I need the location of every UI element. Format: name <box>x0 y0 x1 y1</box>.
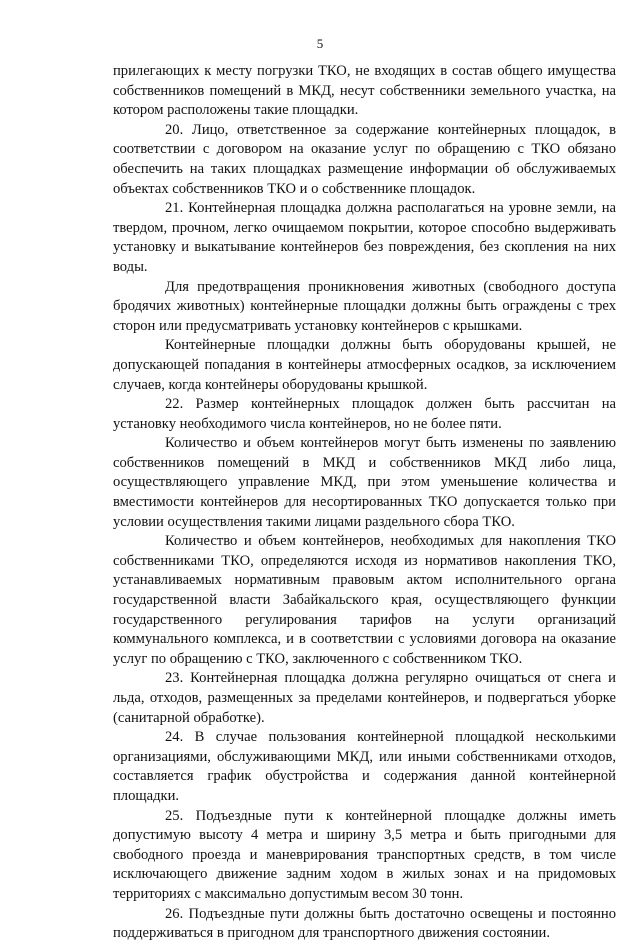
paragraph-item-22: 22. Размер контейнерных площадок должен быть рассчитан на установку необходимого числа контейнеров, но не более пяти. <box>113 396 616 432</box>
paragraph-item-20: 20. Лицо, ответственное за содержание контейнерных площадок, в соответствии с договором на оказание услуг по обращению с ТКО обязано обеспечить на таких площадках размещение информации об обслуживаемых объектах собственников ТКО и о собственнике площадок. <box>113 121 616 197</box>
paragraph-fencing: Для предотвращения проникновения животных (свободного доступа бродячих животных) контейнерные площадки должны быть ограждены с трех сторон или предусматривать установку контейнеров с крышками. <box>113 278 616 334</box>
paragraph-continuation: прилегающих к месту погрузки ТКО, не входящих в состав общего имущества собственников помещений в МКД, несут собственники земельного участка, на котором расположены такие площадки. <box>113 63 616 119</box>
paragraph-item-21: 21. Контейнерная площадка должна располагаться на уровне земли, на твердом, прочном, легко очищаемом покрытии, которое способно выдерживать установку и выкатывание контейнеров без повреждения, без скопления на них воды. <box>113 200 616 275</box>
paragraph-item-25: 25. Подъездные пути к контейнерной площадке должны иметь допустимую высоту 4 метра и ширину 3,5 метра и быть пригодными для свободного проезда и маневрирования транспортных средств, в том числе исключающего движение задним ходом в жилых зонах и на придомовых территориях с максимально допустимым весом 30 тонн. <box>113 807 616 902</box>
paragraph-item-24: 24. В случае пользования контейнерной площадкой несколькими организациями, обслуживающими МКД, или иными собственниками отходов, составляется график обустройства и содержания данной контейнерной площадки. <box>113 729 616 804</box>
paragraph-roof: Контейнерные площадки должны быть оборудованы крышей, не допускающей попадания в контейнеры атмосферных осадков, за исключением случаев, когда контейнеры оборудованы крышкой. <box>113 337 616 393</box>
paragraph-container-volume: Количество и объем контейнеров, необходимых для накопления ТКО собственниками ТКО, определяются исходя из нормативов накопления ТКО, устанавливаемых нормативным правовым актом исполнительного органа государственной власти Забайкальского края, осуществляющего функции государственного регулирования тарифов на услуги организаций коммунального комплекса, и в соответствии с условиями договора на оказание услуг по обращению с ТКО, заключенного с собственником ТКО. <box>113 533 616 667</box>
document-body <box>113 62 616 944</box>
paragraph-container-change: Количество и объем контейнеров могут быть изменены по заявлению собственников помещений в МКД и собственников МКД либо лица, осуществляющего управление МКД, при этом уменьшение количества и вместимости контейнеров для несортированных ТКО допускается только при условии осуществления такими лицами раздельного сбора ТКО. <box>113 435 616 530</box>
page-number: 5 <box>316 36 324 51</box>
paragraph-item-23: 23. Контейнерная площадка должна регулярно очищаться от снега и льда, отходов, размещенных за пределами контейнеров, и подвергаться уборке (санитарной обработке). <box>113 670 616 726</box>
paragraph-item-26: 26. Подъездные пути должны быть достаточно освещены и постоянно поддерживаться в пригодном для транспортного движения состоянии. <box>113 905 616 942</box>
